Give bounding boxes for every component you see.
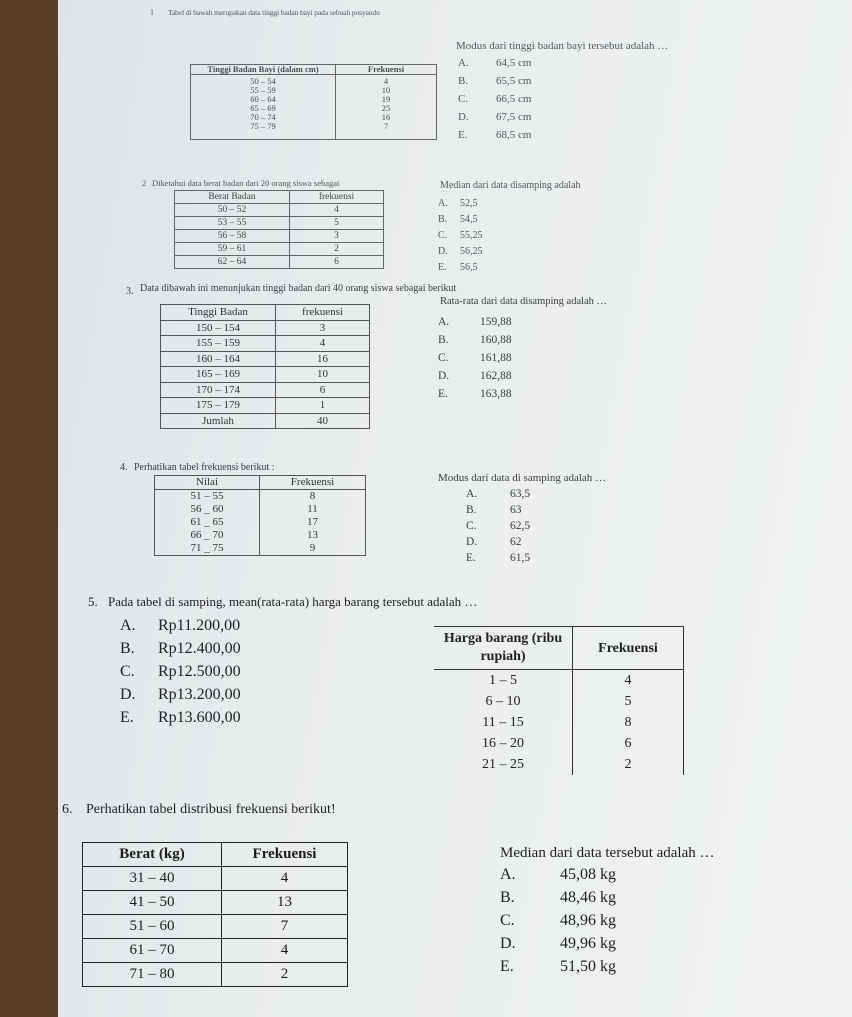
- option-text: Rp12.400,00: [158, 640, 241, 657]
- q1-freq: 25: [381, 103, 391, 113]
- option-letter: D.: [466, 536, 478, 548]
- option-text: 68,5 cm: [496, 129, 532, 141]
- option-letter: A.: [438, 198, 448, 209]
- q1-freq: 19: [381, 94, 391, 104]
- option-text: 55,25: [460, 230, 483, 241]
- q3-number: 3.: [126, 286, 134, 297]
- q6-freq: 13: [222, 891, 348, 915]
- option-text: 63,5: [510, 488, 531, 500]
- q6-option-c: [500, 912, 616, 930]
- q4-freq: 11: [260, 503, 366, 516]
- q3-total-label: Jumlah: [161, 413, 276, 429]
- table-row: [434, 712, 684, 733]
- q3-freq: 6: [276, 382, 370, 398]
- option-letter: A.: [458, 57, 469, 69]
- q6-freq: 2: [222, 963, 348, 987]
- q6-option-e: [500, 958, 616, 976]
- q2-freq: 6: [290, 256, 384, 269]
- q4-interval: 56 _ 60: [155, 503, 260, 516]
- q4-option-b: [466, 504, 522, 516]
- table-row: [161, 382, 370, 398]
- option-letter: E.: [438, 388, 448, 400]
- q3-interval: 150 – 154: [161, 320, 276, 336]
- option-text: 56,5: [460, 262, 478, 273]
- q6-question: Median dari data tersebut adalah …: [500, 845, 715, 861]
- q3-freq: 3: [276, 320, 370, 336]
- q5-interval: 21 – 25: [482, 757, 524, 772]
- option-text: 48,96 kg: [560, 912, 616, 929]
- option-letter: D.: [438, 246, 448, 257]
- q3-interval: 155 – 159: [161, 336, 276, 352]
- option-text: 48,46 kg: [560, 889, 616, 906]
- q1-interval: 70 – 74: [250, 112, 276, 122]
- q3-total: 40: [276, 413, 370, 429]
- option-letter: C.: [120, 663, 135, 680]
- q4-option-e: [466, 552, 530, 564]
- option-letter: C.: [438, 230, 448, 241]
- option-letter: B.: [438, 334, 449, 346]
- option-text: 62: [510, 536, 522, 548]
- option-letter: D.: [458, 111, 469, 123]
- q1-stem: Tabel di bawah merupakan data tinggi badan bayi pada sebuah posyandu: [168, 8, 380, 17]
- q1-question: Modus dari tinggi badan bayi tersebut adalah …: [456, 40, 669, 52]
- q4-freq: 13: [260, 529, 366, 542]
- table-row: [155, 503, 366, 516]
- table-row: [155, 516, 366, 529]
- q6-option-d: [500, 935, 616, 953]
- q3-freq: 4: [276, 336, 370, 352]
- q1-interval: 55 – 59: [250, 85, 276, 95]
- option-letter: E.: [438, 262, 447, 273]
- q6-interval: 71 – 80: [83, 963, 222, 987]
- option-text: 67,5 cm: [496, 111, 532, 123]
- q2-table: [174, 190, 384, 269]
- q5-interval: 1 – 5: [489, 673, 517, 688]
- q6-interval: 61 – 70: [83, 939, 222, 963]
- option-letter: A.: [438, 316, 450, 328]
- q2-option-e: [438, 262, 478, 273]
- table-row: [175, 243, 384, 256]
- table-row: [155, 490, 366, 504]
- q1-interval-cell: [191, 75, 336, 140]
- q2-interval: 62 – 64: [175, 256, 290, 269]
- q5-freq: 4: [573, 670, 684, 692]
- q3-freq: 1: [276, 398, 370, 414]
- q1-table: [190, 64, 437, 140]
- option-letter: B.: [500, 889, 515, 906]
- q1-option-a: [458, 57, 531, 69]
- q6-option-a: [500, 866, 616, 884]
- q2-question: Median dari data disamping adalah: [440, 180, 581, 191]
- q1-interval: 75 – 79: [250, 121, 276, 131]
- q5-freq: 8: [573, 712, 684, 733]
- q1-freq-cell: [336, 75, 437, 140]
- option-letter: E.: [500, 958, 514, 975]
- q5-option-c: [120, 663, 241, 681]
- option-letter: C.: [458, 93, 469, 105]
- q3-header-height: Tinggi Badan: [161, 305, 276, 321]
- q5-option-e: [120, 709, 241, 727]
- q1-freq: 16: [381, 112, 391, 122]
- q3-interval: 170 – 174: [161, 382, 276, 398]
- option-letter: C.: [438, 352, 449, 364]
- table-row: [161, 398, 370, 414]
- q2-freq: 4: [290, 204, 384, 217]
- q2-freq: 5: [290, 217, 384, 230]
- q4-number: 4.: [120, 462, 128, 473]
- option-letter: D.: [500, 935, 516, 952]
- q3-interval: 160 – 164: [161, 351, 276, 367]
- q4-option-d: [466, 536, 522, 548]
- q3-option-d: [438, 370, 512, 382]
- q3-interval: 165 – 169: [161, 367, 276, 383]
- q2-stem: Diketahui data berat badan dari 20 orang siswa sebagai: [152, 178, 340, 188]
- q3-interval: 175 – 179: [161, 398, 276, 414]
- table-row: [155, 542, 366, 556]
- q2-interval: 53 – 55: [175, 217, 290, 230]
- q6-interval: 31 – 40: [83, 867, 222, 891]
- option-text: 45,08 kg: [560, 866, 616, 883]
- q2-interval: 59 – 61: [175, 243, 290, 256]
- option-letter: C.: [500, 912, 515, 929]
- q2-header-weight: Berat Badan: [175, 191, 290, 204]
- q2-interval: 56 – 58: [175, 230, 290, 243]
- q5-option-a: [120, 617, 240, 635]
- option-letter: A.: [500, 866, 516, 883]
- q4-header-value: Nilai: [155, 476, 260, 490]
- table-row: [83, 963, 348, 987]
- q3-header-freq: frekuensi: [276, 305, 370, 321]
- q1-option-c: [458, 93, 531, 105]
- q5-header-price: Harga barang (ribu rupiah): [434, 627, 573, 670]
- q3-option-e: [438, 388, 512, 400]
- option-letter: B.: [120, 640, 135, 657]
- option-text: 51,50 kg: [560, 958, 616, 975]
- table-row: [83, 867, 348, 891]
- q6-freq: 4: [222, 939, 348, 963]
- option-text: Rp12.500,00: [158, 663, 241, 680]
- option-letter: A.: [120, 617, 136, 634]
- table-row: [175, 256, 384, 269]
- q1-interval: 50 – 54: [250, 76, 276, 86]
- option-text: 62,5: [510, 520, 531, 532]
- q3-question: Rata-rata dari data disamping adalah …: [440, 296, 608, 307]
- option-text: Rp13.200,00: [158, 686, 241, 703]
- q2-header-freq: frekuensi: [290, 191, 384, 204]
- option-text: 66,5 cm: [496, 93, 532, 105]
- q2-number: 2: [142, 178, 147, 188]
- q5-option-d: [120, 686, 241, 704]
- q4-header-freq: Frekuensi: [260, 476, 366, 490]
- q1-option-e: [458, 129, 531, 141]
- table-row: [161, 336, 370, 352]
- table-row: [175, 217, 384, 230]
- table-row-total: [161, 413, 370, 429]
- q6-table: [82, 842, 348, 987]
- q1-option-b: [458, 75, 531, 87]
- option-text: 56,25: [460, 246, 483, 257]
- option-text: Rp13.600,00: [158, 709, 241, 726]
- q5-freq: 6: [573, 733, 684, 754]
- q1-header-freq: Frekuensi: [336, 65, 437, 75]
- option-text: 61,5: [510, 552, 531, 564]
- option-letter: D.: [120, 686, 136, 703]
- q5-header-freq: Frekuensi: [573, 627, 684, 670]
- q2-freq: 3: [290, 230, 384, 243]
- option-text: 162,88: [480, 370, 512, 382]
- table-row: [83, 915, 348, 939]
- option-text: 49,96 kg: [560, 935, 616, 952]
- option-text: Rp11.200,00: [158, 617, 241, 634]
- option-letter: D.: [438, 370, 450, 382]
- q5-number: 5.: [88, 594, 98, 609]
- q6-freq: 4: [222, 867, 348, 891]
- option-letter: B.: [438, 214, 448, 225]
- q3-table: [160, 304, 370, 429]
- q4-table: [154, 475, 366, 556]
- option-text: 65,5 cm: [496, 75, 532, 87]
- q5-interval: 6 – 10: [485, 694, 521, 709]
- q4-question: Modus dari data di samping adalah …: [438, 472, 607, 484]
- table-row: [161, 320, 370, 336]
- q5-freq: 2: [573, 754, 684, 775]
- q6-stem: Perhatikan tabel distribusi frekuensi berikut!: [86, 802, 336, 817]
- q2-option-c: [438, 230, 483, 241]
- q1-number: 1: [150, 8, 154, 17]
- table-row: [83, 939, 348, 963]
- q3-option-c: [438, 352, 512, 364]
- q4-freq: 9: [260, 542, 366, 556]
- table-row: [175, 204, 384, 217]
- option-text: 161,88: [480, 352, 512, 364]
- q4-freq: 8: [260, 490, 366, 504]
- q3-option-b: [438, 334, 512, 346]
- q2-option-a: [438, 198, 478, 209]
- table-row: [434, 754, 684, 775]
- table-row: [434, 733, 684, 754]
- q2-freq: 2: [290, 243, 384, 256]
- option-letter: E.: [458, 129, 468, 141]
- table-row: [434, 691, 684, 712]
- q1-header-height: Tinggi Badan Bayi (dalam cm): [191, 65, 336, 75]
- q6-header-weight: Berat (kg): [83, 843, 222, 867]
- option-letter: E.: [120, 709, 134, 726]
- q6-interval: 51 – 60: [83, 915, 222, 939]
- option-letter: C.: [466, 520, 477, 532]
- table-row: [155, 529, 366, 542]
- q4-interval: 51 – 55: [155, 490, 260, 504]
- option-text: 163,88: [480, 388, 512, 400]
- q5-interval: 11 – 15: [482, 715, 524, 730]
- q1-interval: 65 – 69: [250, 103, 276, 113]
- q4-freq: 17: [260, 516, 366, 529]
- table-row: [161, 367, 370, 383]
- q2-option-d: [438, 246, 483, 257]
- q3-freq: 10: [276, 367, 370, 383]
- q4-option-a: [466, 488, 530, 500]
- q1-interval: 60 – 64: [250, 94, 276, 104]
- q2-interval: 50 – 52: [175, 204, 290, 217]
- table-row: [83, 891, 348, 915]
- option-text: 64,5 cm: [496, 57, 532, 69]
- q6-interval: 41 – 50: [83, 891, 222, 915]
- q6-option-b: [500, 889, 616, 907]
- option-letter: B.: [458, 75, 469, 87]
- worksheet-page: [58, 0, 852, 1017]
- option-letter: B.: [466, 504, 477, 516]
- q1-freq: 7: [383, 121, 389, 131]
- q5-table: [434, 626, 684, 775]
- q1-freq: 4: [383, 76, 389, 86]
- table-row: [175, 230, 384, 243]
- q3-option-a: [438, 316, 512, 328]
- table-row: [161, 351, 370, 367]
- q2-option-b: [438, 214, 478, 225]
- q5-option-b: [120, 640, 241, 658]
- q6-freq: 7: [222, 915, 348, 939]
- q3-stem: Data dibawah ini menunjukan tinggi badan dari 40 orang siswa sebagai berikut: [140, 283, 457, 294]
- option-letter: A.: [466, 488, 478, 500]
- q6-number: 6.: [62, 802, 73, 817]
- q5-interval: 16 – 20: [482, 736, 524, 751]
- q6-header-freq: Frekuensi: [222, 843, 348, 867]
- q3-freq: 16: [276, 351, 370, 367]
- q4-option-c: [466, 520, 530, 532]
- q4-interval: 61 _ 65: [155, 516, 260, 529]
- option-text: 63: [510, 504, 522, 516]
- table-row: [434, 670, 684, 692]
- option-text: 52,5: [460, 198, 478, 209]
- q5-freq: 5: [573, 691, 684, 712]
- q4-stem: Perhatikan tabel frekuensi berikut :: [134, 462, 275, 473]
- option-text: 160,88: [480, 334, 512, 346]
- option-text: 54,5: [460, 214, 478, 225]
- option-letter: E.: [466, 552, 476, 564]
- q1-option-d: [458, 111, 531, 123]
- q4-interval: 71 _ 75: [155, 542, 260, 556]
- option-text: 159,88: [480, 316, 512, 328]
- q1-freq: 10: [381, 85, 391, 95]
- q5-stem: Pada tabel di samping, mean(rata-rata) harga barang tersebut adalah …: [108, 594, 478, 609]
- q4-interval: 66 _ 70: [155, 529, 260, 542]
